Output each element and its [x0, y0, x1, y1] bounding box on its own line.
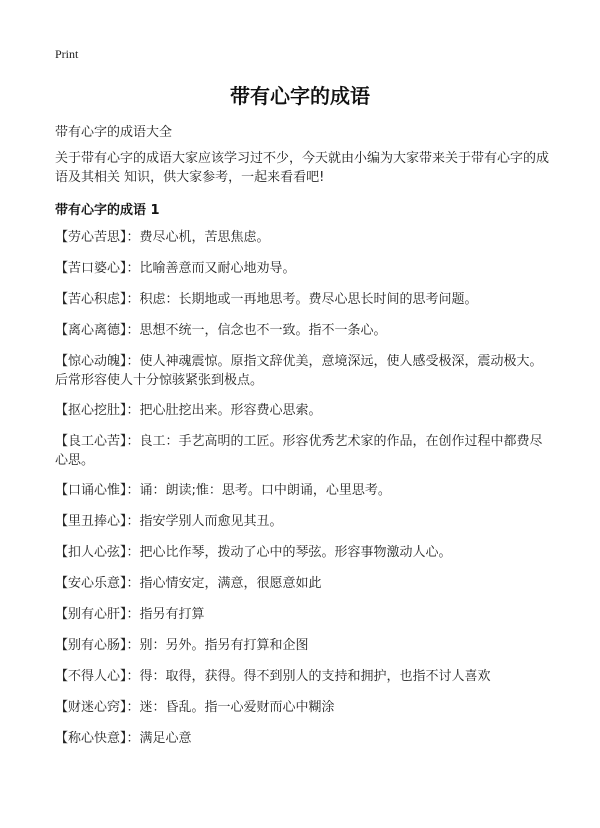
idiom-entry: 【扣人心弦】：把心比作琴，拨动了心中的琴弦。形容事物激动人心。	[55, 545, 452, 560]
idiom-entry: 【不得人心】：得：取得，获得。得不到别人的支持和拥护，也指不讨人喜欢	[55, 669, 491, 684]
idiom-entry: 【里丑捧心】：指安学别人而愈见其丑。	[55, 514, 283, 529]
idiom-entry: 【财迷心窍】：迷：昏乱。指一心爱财而心中糊涂	[55, 700, 335, 715]
idiom-entry: 【别有心肝】：指另有打算	[55, 607, 205, 622]
idiom-entry: 【良工心苦】：良工：手艺高明的工匠。形容优秀艺术家的作品，在创作过程中都费尽心思。	[55, 434, 543, 468]
idiom-entry: 【称心快意】：满足心意	[55, 731, 192, 746]
print-link[interactable]: Print	[55, 47, 79, 61]
section-heading: 带有心字的成语 1	[55, 203, 160, 218]
intro-paragraph: 关于带有心字的成语大家应该学习过不少，今天就由小编为大家带来关于带有心字的成语及其相关 知识，供大家参考，一起来看看吧!	[55, 151, 550, 185]
idiom-entry: 【离心离德】：思想不统一，信念也不一致。指不一条心。	[55, 323, 387, 338]
idiom-entry: 【劳心苦思】：费尽心机，苦思焦虑。	[55, 230, 270, 245]
idiom-entry: 【惊心动魄】：使人神魂震惊。原指文辞优美，意境深远，使人感受极深，震动极大。后常形容使人十分惊骇紧张到极点。	[55, 354, 543, 388]
page-subtitle: 带有心字的成语大全	[55, 125, 173, 140]
idiom-entry: 【口诵心惟】：诵：朗读;惟：思考。口中朗诵，心里思考。	[55, 483, 391, 498]
idiom-entry: 【苦心积虑】：积虑：长期地或一再地思考。费尽心思长时间的思考问题。	[55, 292, 478, 307]
idiom-entry: 【苦口婆心】：比喻善意而又耐心地劝导。	[55, 261, 296, 276]
idiom-entry: 【别有心肠】：别：另外。指另有打算和企图	[55, 638, 309, 653]
page-title: 带有心字的成语	[230, 84, 370, 108]
idiom-entry: 【抠心挖肚】：把心肚挖出来。形容费心思索。	[55, 403, 322, 418]
idiom-list	[55, 228, 555, 760]
idiom-entry: 【安心乐意】：指心情安定，满意，很愿意如此	[55, 576, 322, 591]
